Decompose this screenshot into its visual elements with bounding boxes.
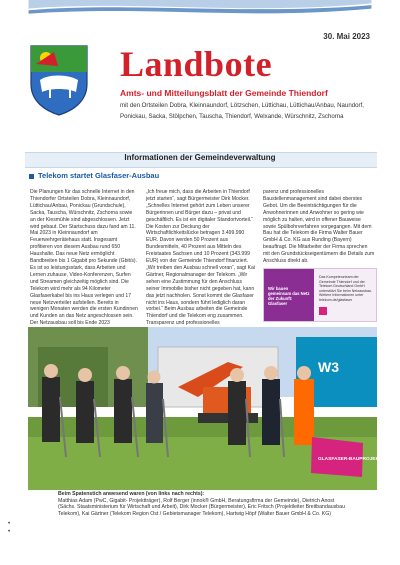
article-headline-text: Telekom startet Glasfaser-Ausbau bbox=[38, 171, 160, 180]
article-headline bbox=[29, 171, 159, 180]
towns-line-2: Ponickau, Sacka, Stölpchen, Tauscha, Thiendorf, Welxande, Würschnitz, Zschorna bbox=[120, 113, 344, 120]
headline-square-icon bbox=[29, 174, 34, 179]
telekom-ad-box bbox=[263, 268, 377, 322]
telekom-logo-icon bbox=[319, 307, 327, 315]
ad-body-text: Das Kompetenzteam der Gemeinde Thiendorf und der Telekom Deutschland GmbH unterstützt Sie beim Netzausbau. Weitere Informationen unter telekom.de/glasfaser bbox=[319, 275, 372, 302]
article-column-1: Die Planungen für das schnelle Internet in den Thiendorfer Ortsteilen Dobra, Kleinnaundorf, Lüttichau/Anbau, Ponickau (Grundschule), Sacka, Tauscha, Würschnitz, Zschorna sowie an der Kiesmühle sind abgeschlossen. Jetzt wird gebaut. Der Startschuss dazu fand am 11. Mai 2023 in Kleinnaundorf am Feuerwehrgerätehaus statt. Insgesamt profitieren von diesem Ausbau rund 650 Haushalte. Das neue Netz ermöglicht Bandbreiten bis 1 Gigabit pro Sekunde (Gbit/s). Es ist so leistungsstark, dass Arbeiten und Lernen zuhause, Video-Konferenzen, Surfen und Streamen gleichzeitig möglich sind. Die Telekom wird mehr als 94 Kilometer Glasfaserkabel bis ins Haus verlegen und 17 neue Netzverteiler aufstellen. Bereits in wenigen Monaten werden die ersten Kundinnen und Kunden an das Netz angeschlossen sein. Der Netzausbau soll bis Ende 2023 bbox=[30, 189, 138, 327]
coat-of-arms-logo bbox=[28, 44, 90, 116]
article-column-3: parenz und professionelles Baustellenmanagement sind dabei oberstes Gebot. Um die Beeinträchtigungen für die Anwohnerinnen und Anwohner so gering wie möglich zu halten, wird in offener Bauweise sowie Spülbohrverfahren vorgegangen. Mit dem Bau hat die Telekom die Firma Walter Bauer GmbH & Co. KG aus Runding (Bayern) beauftragt. Die Mitarbeiter der Firma sprechen mit den Grundstückseigentümern die Details zum Anschluss direkt ab. bbox=[263, 189, 375, 265]
issue-date: 30. Mai 2023 bbox=[323, 32, 370, 41]
section-title: Informationen der Gemeindeverwaltung bbox=[124, 153, 276, 162]
margin-marks: • • bbox=[8, 521, 11, 535]
caption-names: Matthias Adam (PwC, Gigabit- Projektträger), Rolf Berger (innok® GmbH, Beratungsfirma der Gemeinde), Dietrich Anost (Sächs. Staatsministerium für Wirtschaft und Arbeit), Dirk Mocker (Bürgermeister), Eric Fritsch (Projektleiter Breitbandausbau Telekom), Kai Gärtner (Telekom Region Ost / Gebietsmanager Telekom), Hartwig Höpf (Walter Bauer GmbH & Co. KG) bbox=[58, 497, 345, 517]
sign-w3-text: W3 bbox=[318, 359, 339, 375]
caption-lead: Beim Spatenstich anwesend waren (von links nach rechts): bbox=[58, 491, 205, 497]
article-column-2: „Ich freue mich, dass die Arbeiten in Thiendorf jetzt starten“, sagt Bürgermeister Dirk Mocker. „Schnelles Internet gehört zum Leben unserer Bürgerinnen und Bürger dazu – privat und geschäftlich. Es ist ein digitaler Standortvorteil.“ Die Kosten zur Deckung der Wirtschaftlichkeitslücke betragen 3.499.990 EUR. Davon werden 50 Prozent aus Bundesmitteln, 40 Prozent aus Mitteln des Freistaates Sachsen und 10 Prozent (343.999 EUR) von der Gemeinde Thiendorf finanziert. „Wir treiben den Ausbau schnell voran“, sagt Kai Gärtner, Regionalmanager der Telekom. „Wir sehen eine Zustimmung für den Anschluss seiner Immobilie bisher nicht gegeben hat, kann das jetzt nachholen. Sonst kommt die Glasfaser nicht ins Haus, sondern führt lediglich daran vorbei.“ Beim Ausbau arbeiten die Gemeinde Thiendorf und die Telekom eng zusammen. Transparenz und professionelles bbox=[146, 189, 256, 327]
ad-headline: Wir bauen gemeinsam das Netz der Zukunft: Glasfaser bbox=[268, 286, 310, 306]
newspaper-subtitle: Amts- und Mitteilungsblatt der Gemeinde Thiendorf bbox=[120, 88, 328, 98]
towns-list bbox=[120, 100, 382, 122]
sign-glasfaser-text: GLASFASER-BAUPROJEKTEN bbox=[318, 457, 389, 462]
header-wave-decoration bbox=[0, 0, 400, 24]
groundbreaking-photo bbox=[28, 327, 389, 490]
towns-line-1: mit den Ortsteilen Dobra, Kleinnaundorf, Lötzschen, Lüttichau, Lüttichau/Anbau, Naundorf, bbox=[120, 102, 364, 109]
photo-caption bbox=[58, 491, 348, 517]
newspaper-title: Landbote bbox=[120, 44, 273, 84]
